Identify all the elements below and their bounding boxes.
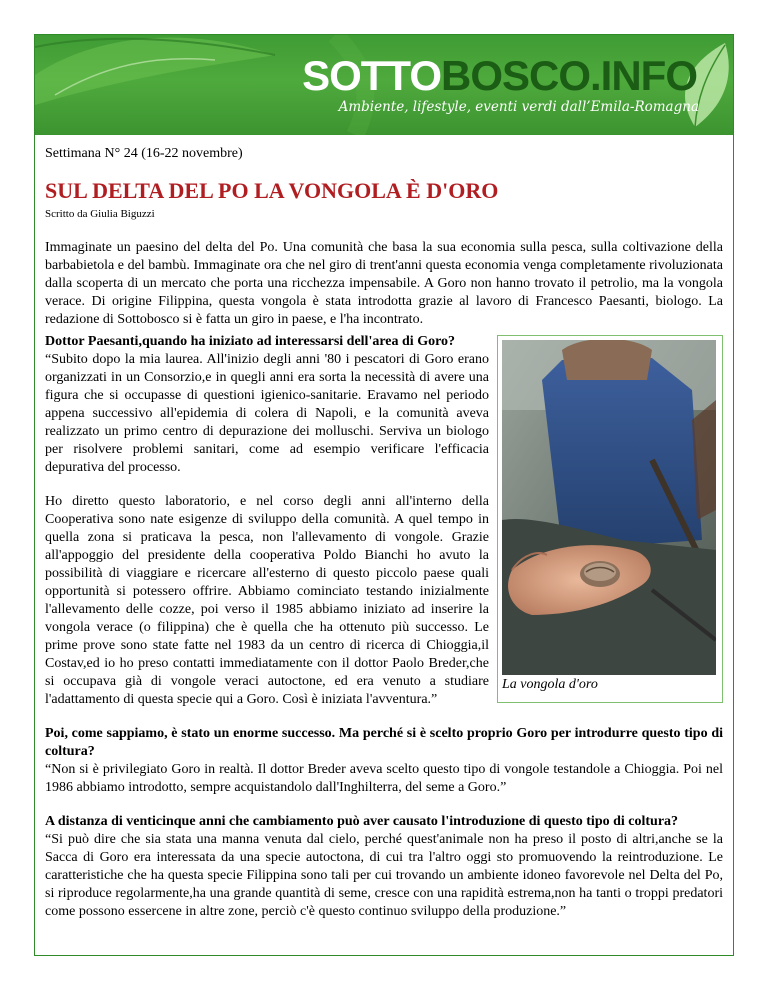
figure-caption: La vongola d'oro bbox=[502, 677, 598, 692]
article bbox=[35, 145, 733, 921]
article-figure bbox=[497, 335, 723, 703]
site-logo[interactable] bbox=[302, 52, 697, 99]
logo-text-white: SOTTO bbox=[302, 52, 441, 99]
article-author: Scritto da Giulia Biguzzi bbox=[45, 208, 155, 220]
site-tagline: Ambiente, lifestyle, eventi verdi dall’Emila-Romagna bbox=[338, 99, 699, 115]
question-1: Dottor Paesanti,quando ha iniziato ad interessarsi dell'area di Goro? bbox=[45, 334, 456, 349]
question-3: A distanza di venticinque anni che cambiamento può aver causato l'introduzione di questo tipo di coltura? bbox=[45, 814, 679, 829]
question-2: Poi, come sappiamo, è stato un enorme successo. Ma perché si è scelto proprio Goro per introdurre questo tipo di coltura? bbox=[45, 726, 723, 759]
answer-3: “Si può dire che sia stata una manna venuta dal cielo, perché quest'animale non ha preso il posto di altri,anche se la Sacca di Goro era interessata da una specie autoctona, di cui tra l'altro oggi sto promuovendo la reintroduzione. Le caratteristiche che ha questa specie Filippina sono tali per cui trovando un ambiente idoneo favorevole nel Delta del Po, si riproduce regolarmente,ha una grande quantità di seme, cresce con una rapidità estrema,non ha tanti o troppi predatori come possono essercene in altre zone, perciò c'è questo continuo sviluppo della produzione.” bbox=[45, 832, 723, 919]
page bbox=[34, 34, 734, 956]
clam-photo bbox=[502, 340, 716, 675]
article-title: SUL DELTA DEL PO LA VONGOLA È D'ORO bbox=[45, 178, 499, 203]
intro-paragraph: Immaginate un paesino del delta del Po. Una comunità che basa la sua economia sulla pesca, sulla coltivazione della barbabietola e del bambù. Immaginate ora che nel giro di trent'anni questa economia venga completamente rivoluzionata dalla scoperta di un mercato che porta una ricchezza impensabile. A Goro non hanno trovato il petrolio, ma la vongola verace. Di origine Filippina, questa vongola è stata introdotta grazie al lavoro di Francesco Paesanti, biologo. La redazione di Sottobosco si è fatta un giro in paese, e l'ha incontrato. bbox=[45, 240, 723, 327]
answer-1-continued: Ho diretto questo laboratorio, e nel corso degli anni all'interno della Cooperativa sono nate esigenze di sviluppo della comunità. A quel tempo in quella zona si praticava la pesca, non l'allevamento di vongole. Grazie all'appoggio del presidente della cooperativa Poldo Bianchi ho avuto la possibilità di viaggiare e ricercare all'esterno di questo piccolo paese quali opportunità si potessero offrire. Abbiamo cominciato testando inizialmente l'allevamento delle cozze, poi verso il 1985 abbiamo iniziato ad inserire la vongola verace (o filippina) che è quella che ha ottenuto più successo. Le prime prove sono state fatte nel 1983 da un centro di ricerca di Chioggia,il Costav,ed io ho preso contatti immediatamente con il dottor Paolo Breder,che si occupava già di vongole veraci autoctone, ed era venuto a studiare l'adattamento di questa specie qui a Goro. Così è iniziata l'avventura.” bbox=[45, 494, 489, 707]
week-label: Settimana N° 24 (16-22 novembre) bbox=[45, 146, 243, 161]
answer-2: “Non si è privilegiato Goro in realtà. Il dottor Breder aveva scelto questo tipo di vongole testandole a Chioggia. Poi nel 1986 abbiamo introdotto, sempre acquistandolo dall'Inghilterra, del seme a Goro.” bbox=[45, 762, 723, 795]
answer-1: “Subito dopo la mia laurea. All'inizio degli anni '80 i pescatori di Goro erano organizzati in un Consorzio,e in quegli anni era sorta la necessità di avere una figura che si occupasse di questioni igienico-sanitarie. Eravamo nel periodo appena successivo all'epidemia di colera di Napoli, e la comunità aveva realizzato un primo centro di depurazione dei molluschi. Serviva un biologo per risolvere problemi sanitari, come ad esempio verificare l'efficacia depurativa del processo. bbox=[45, 352, 489, 475]
site-banner bbox=[35, 35, 733, 135]
logo-text-dark: BOSCO.INFO bbox=[440, 52, 697, 99]
